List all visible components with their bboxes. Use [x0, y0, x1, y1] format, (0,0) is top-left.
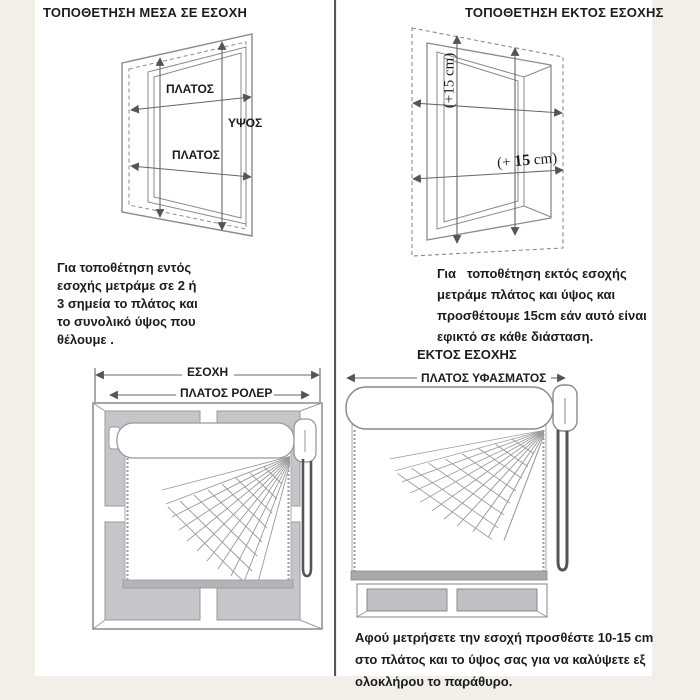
- fabric: [352, 425, 546, 575]
- fabric-width-label: ΠΛΑΤΟΣ ΥΦΑΣΜΑΤΟΣ: [421, 371, 547, 385]
- roller-tube: [346, 387, 553, 429]
- caption-inside-recess: [57, 259, 198, 349]
- window-frame: [367, 589, 447, 611]
- caption-line: θέλουμε .: [57, 332, 114, 347]
- horizontal-allowance-label: (+ 15 cm): [496, 150, 558, 172]
- outside-recess-window-diagram: [412, 28, 563, 256]
- caption-outside-recess: [437, 263, 647, 347]
- bottom-bar: [351, 571, 547, 580]
- vertical-allowance-label: (+15 cm): [441, 52, 458, 109]
- chain: [558, 430, 567, 570]
- recess-label: ΕΣΟΧΗ: [187, 365, 229, 379]
- caption-line: ολοκλήρου το παράθυρο.: [355, 674, 513, 689]
- caption-line: Αφού μετρήσετε την εσοχή προσθέστε 10-15 cm: [355, 630, 654, 645]
- width-label-upper: ΠΛΑΤΟΣ: [166, 82, 214, 96]
- roller-tube: [117, 423, 294, 458]
- caption-bottom: [355, 627, 653, 693]
- caption-line: Για τοποθέτηση εντός: [57, 260, 192, 275]
- caption-line: 3 σημεία το πλάτος και: [57, 296, 198, 311]
- window-frame: [457, 589, 537, 611]
- roller-width-label: ΠΛΑΤΟΣ ΡΟΛΕΡ: [180, 386, 273, 400]
- height-label: ΥΨΟΣ: [228, 116, 263, 130]
- caption-line: στο πλάτος και το ύψος σας για να καλύψετε εξ: [355, 652, 646, 667]
- roller-in-recess-diagram: [93, 368, 322, 629]
- bottom-bar: [123, 580, 293, 588]
- caption-line: μετράμε πλάτος και ύψος και: [437, 287, 616, 302]
- width-label-lower: ΠΛΑΤΟΣ: [172, 148, 220, 162]
- title-outside-recess-roller: ΕΚΤΟΣ ΕΣΟΧΗΣ: [417, 347, 517, 362]
- title-outside-recess: ΤΟΠΟΘΕΤΗΣΗ ΕΚΤΟΣ ΕΣΟΧΗΣ: [465, 5, 664, 20]
- roller-outside-recess-diagram: [346, 378, 577, 617]
- caption-line: Για τοποθέτηση εκτός εσοχής: [437, 266, 627, 281]
- caption-line: εφικτό σε κάθε διάσταση.: [437, 329, 594, 344]
- caption-line: προσθέτουμε 15cm εάν αυτό είναι: [437, 308, 647, 323]
- caption-line: το συνολικό ύψος που: [57, 314, 196, 329]
- caption-line: εσοχής μετράμε σε 2 ή: [57, 278, 197, 293]
- title-inside-recess: ΤΟΠΟΘΕΤΗΣΗ ΜΕΣΑ ΣΕ ΕΣΟΧΗ: [43, 5, 248, 20]
- inside-recess-window-diagram: [122, 34, 252, 236]
